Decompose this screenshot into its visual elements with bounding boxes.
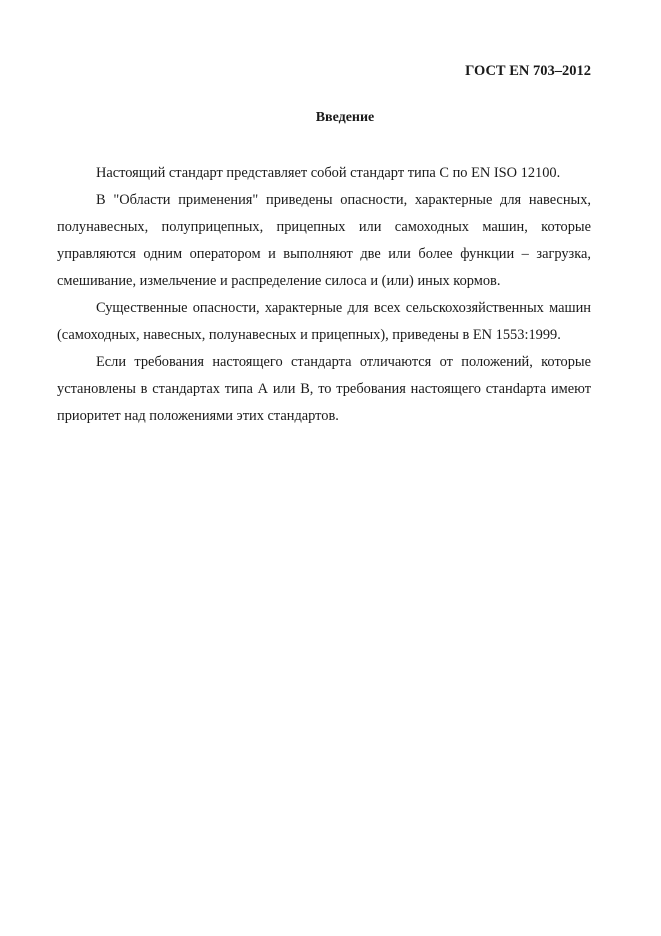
body-text xyxy=(57,160,591,430)
paragraph: Если требования настоящего стандарта отличаются от положений, которые установлены в стандартах типа А или В, то требования настоящего станdарта имеют приоритет над положениями этих стандартов. xyxy=(57,354,591,424)
paragraph: В "Области применения" приведены опасности, характерные для навесных, полунавесных, полуприцепных, прицепных или самоходных машин, которые управляются одним оператором и выполняют две или более функции – загрузка, смешивание, измельчение и распределение силоса и (или) иных кормов. xyxy=(57,192,591,289)
paragraph: Настоящий стандарт представляет собой стандарт типа С по EN ISO 12100. xyxy=(96,165,561,181)
section-title: Введение xyxy=(315,110,375,125)
document-code: ГОСТ EN 703–2012 xyxy=(465,63,591,79)
paragraph: Существенные опасности, характерные для всех сельскохозяйственных машин (самоходных, навесных, полунавесных и прицепных), приведены в EN 1553:1999. xyxy=(57,300,591,343)
